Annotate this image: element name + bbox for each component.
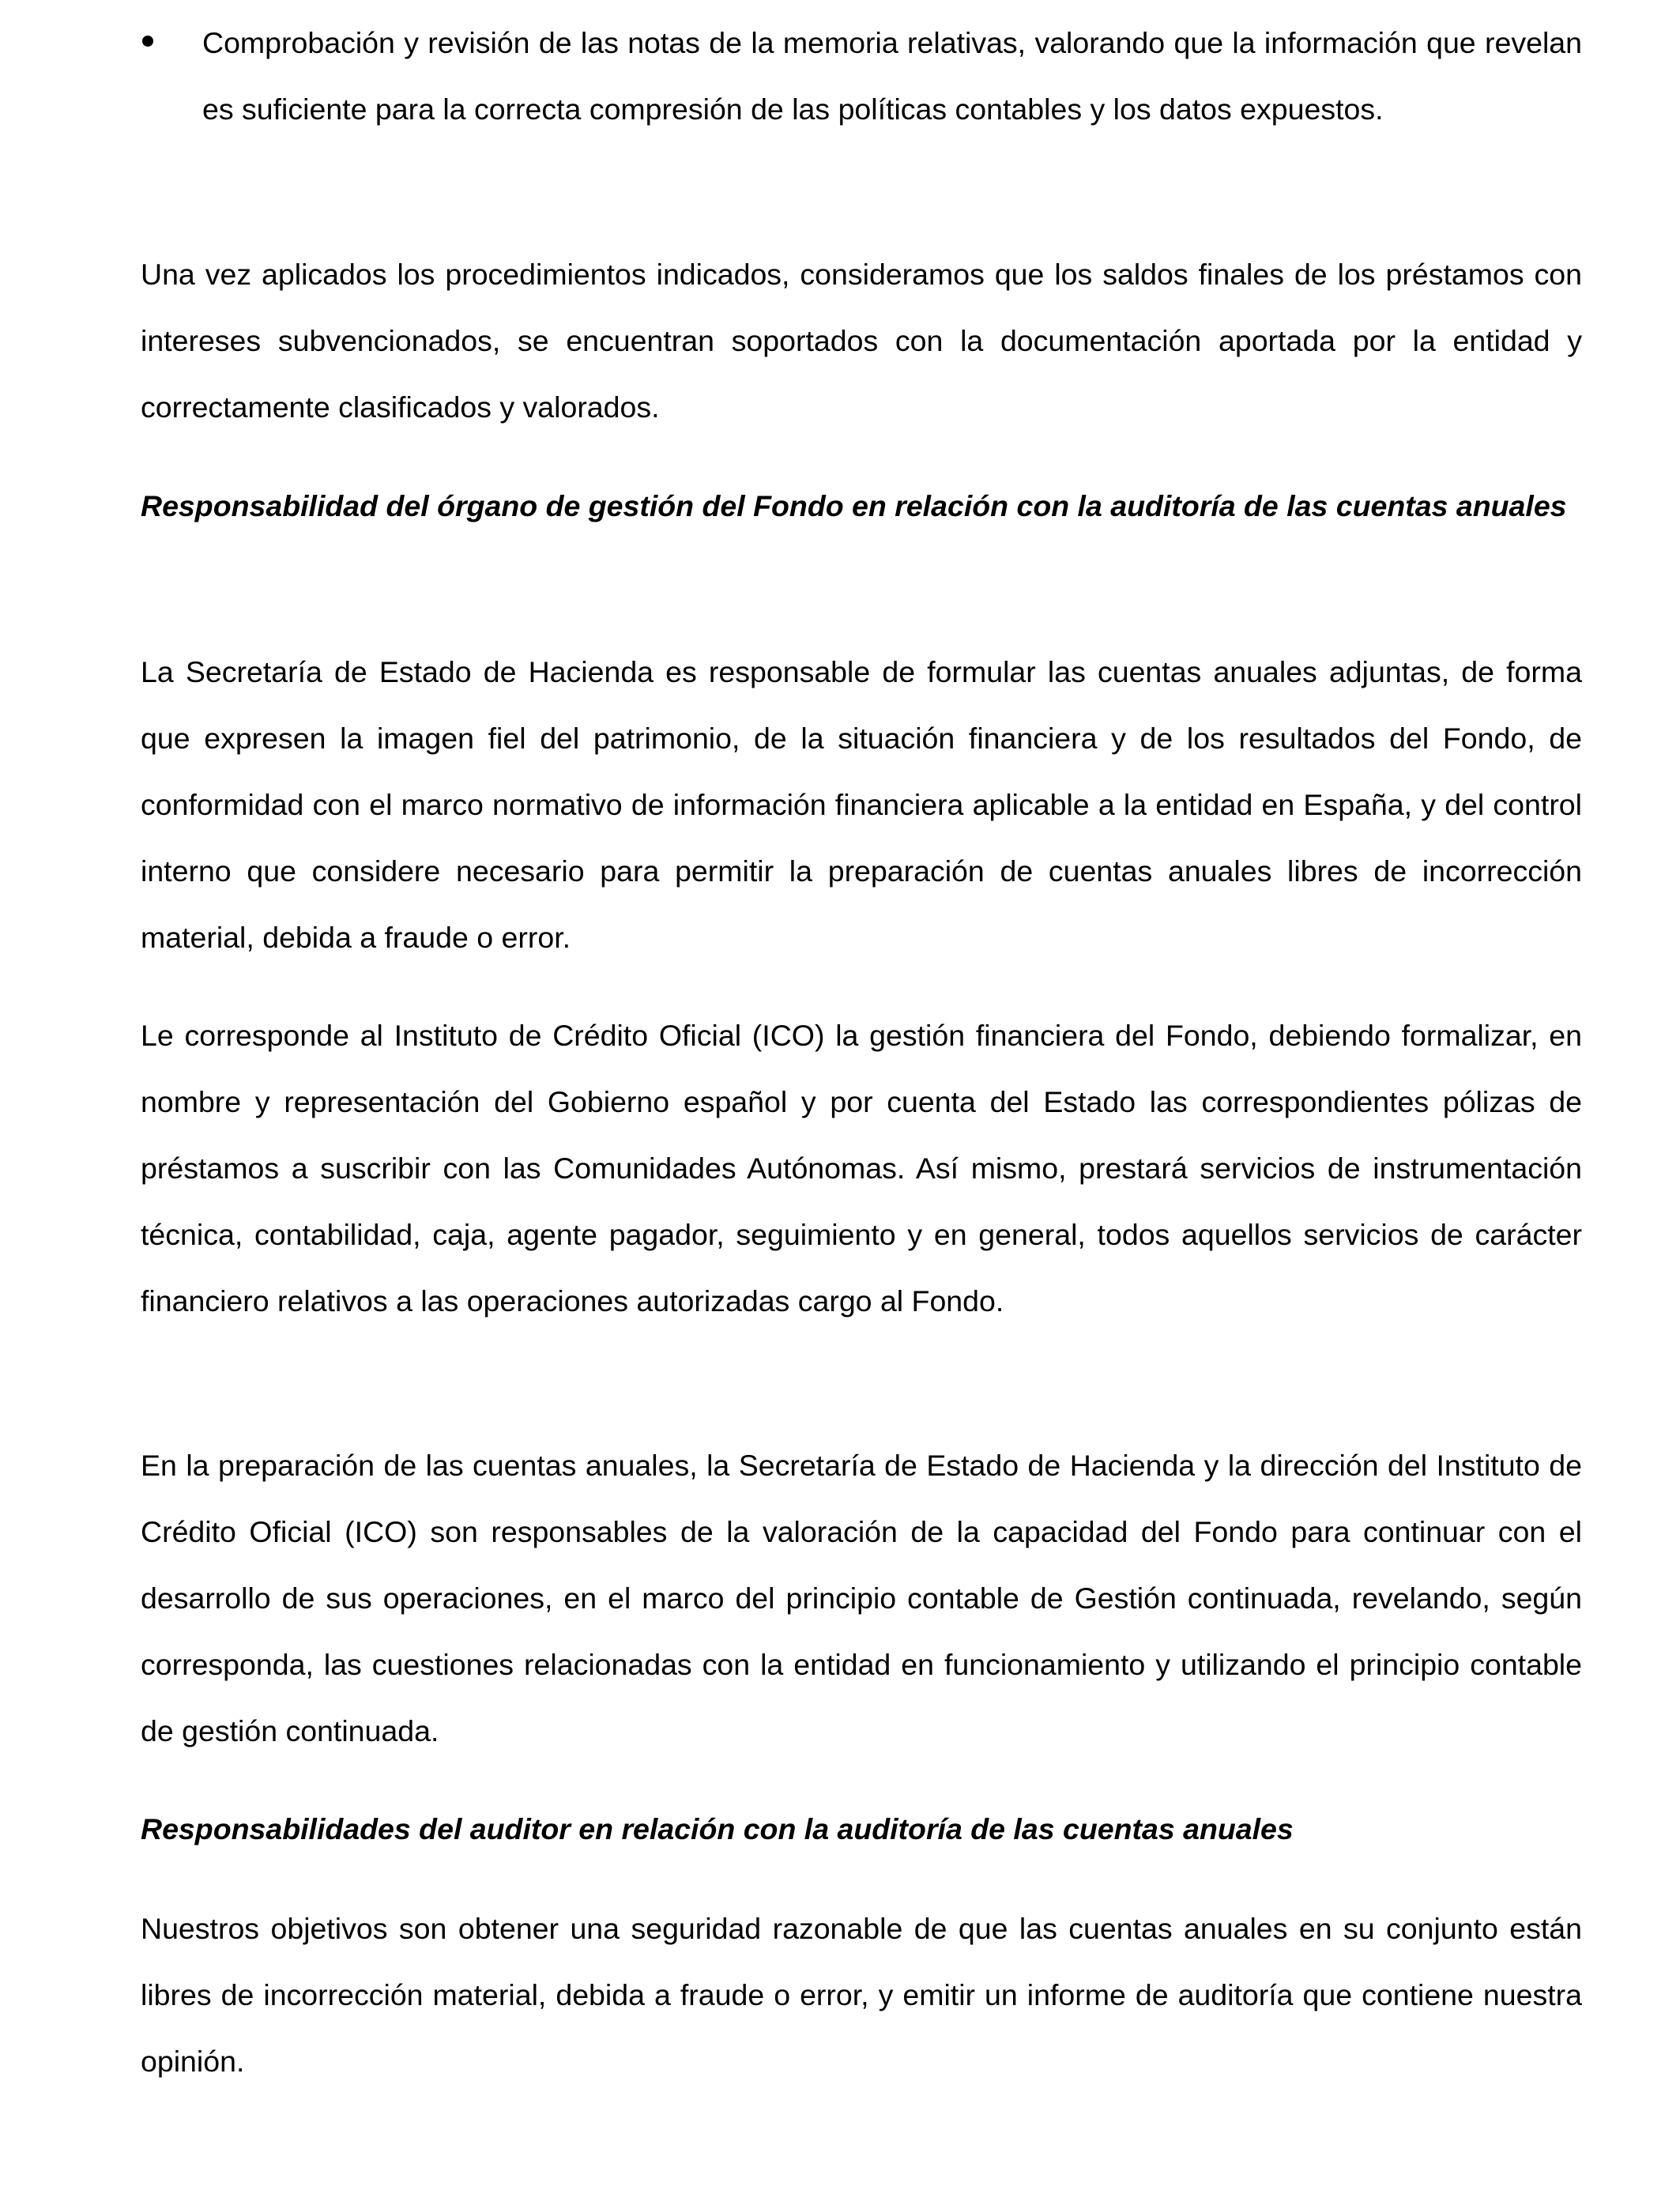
paragraph-audit-objectives: Nuestros objetivos son obtener una seguridad razonable de que las cuentas anuales en su conjunto están libres de incorrección material, debida a fraude o error, y emitir un informe de auditoría que contiene nuestra opinión. <box>141 1912 1582 2078</box>
heading-management-responsibility: Responsabilidad del órgano de gestión del Fondo en relación con la auditoría de las cuentas anuales <box>141 489 1567 522</box>
bullet-icon <box>142 36 153 47</box>
paragraph-conclusion: Una vez aplicados los procedimientos indicados, consideramos que los saldos finales de los préstamos con intereses subvencionados, se encuentran soportados con la documentación aportada por la entidad y correctamente clasificados y valorados. <box>141 258 1582 424</box>
heading-auditor-responsibility: Responsabilidades del auditor en relación con la auditoría de las cuentas anuales <box>141 1812 1294 1845</box>
bullet-list-item: Comprobación y revisión de las notas de la memoria relativas, valorando que la información que revelan es suficiente para la correcta compresión de las políticas contables y los datos expuestos. <box>202 26 1582 126</box>
paragraph-ico-management: Le corresponde al Instituto de Crédito Oficial (ICO) la gestión financiera del Fondo, debiendo formalizar, en nombre y representación del Gobierno español y por cuenta del Estado las correspondientes pólizas de préstamos a suscribir con las Comunidades Autónomas. Así mismo, prestará servicios de instrumentación técnica, contabilidad, caja, agente pagador, seguimiento y en general, todos aquellos servicios de carácter financiero relativos a las operaciones autorizadas cargo al Fondo. <box>141 1019 1582 1318</box>
paragraph-going-concern: En la preparación de las cuentas anuales, la Secretaría de Estado de Hacienda y la dirección del Instituto de Crédito Oficial (ICO) son responsables de la valoración de la capacidad del Fondo para continuar con el desarrollo de sus operaciones, en el marco del principio contable de Gestión continuada, revelando, según corresponda, las cuestiones relacionadas con la entidad en funcionamiento y utilizando el principio contable de gestión continuada. <box>141 1449 1582 1747</box>
paragraph-secretaria-responsibility: La Secretaría de Estado de Hacienda es responsable de formular las cuentas anuales adjuntas, de forma que expresen la imagen fiel del patrimonio, de la situación financiera y de los resultados del Fondo, de conformidad con el marco normativo de información financiera aplicable a la entidad en España, y del control interno que considere necesario para permitir la preparación de cuentas anuales libres de incorrección material, debida a fraude o error. <box>141 655 1582 954</box>
